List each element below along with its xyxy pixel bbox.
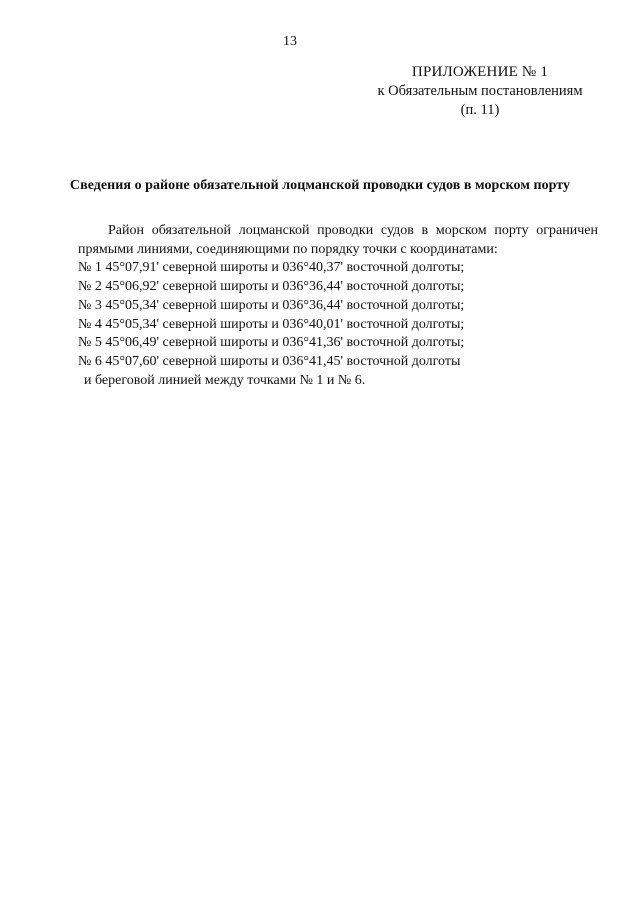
- coordinate-point-5: № 5 45°06,49' северной широты и 036°41,36' восточной долготы;: [78, 335, 465, 351]
- closing-line: и береговой линией между точками № 1 и № 6.: [84, 372, 366, 388]
- coordinate-list: [78, 259, 598, 371]
- coordinate-point-1: № 1 45°07,91' северной широты и 036°40,37' восточной долготы;: [78, 260, 465, 276]
- appendix-subtitle: к Обязательным постановлениям: [377, 83, 583, 99]
- appendix-title: ПРИЛОЖЕНИЕ № 1: [411, 64, 549, 80]
- document-body: [78, 222, 598, 390]
- intro-paragraph: Район обязательной лоцманской проводки судов в морском порту ограничен прямыми линиями, соединяющими по порядку точки с координатами:: [78, 223, 598, 257]
- coordinate-point-3: № 3 45°05,34' северной широты и 036°36,44' восточной долготы;: [78, 297, 465, 313]
- coordinate-point-6: № 6 45°07,60' северной широты и 036°41,45' восточной долготы: [78, 353, 461, 369]
- document-heading: Сведения о районе обязательной лоцманской проводки судов в морском порту: [69, 178, 571, 193]
- coordinate-point-4: № 4 45°05,34' северной широты и 036°40,01' восточной долготы;: [78, 316, 465, 332]
- appendix-clause: (п. 11): [460, 102, 500, 118]
- coordinate-point-2: № 2 45°06,92' северной широты и 036°36,44' восточной долготы;: [78, 279, 465, 295]
- page-number: 13: [283, 34, 297, 49]
- appendix-header: [360, 63, 600, 120]
